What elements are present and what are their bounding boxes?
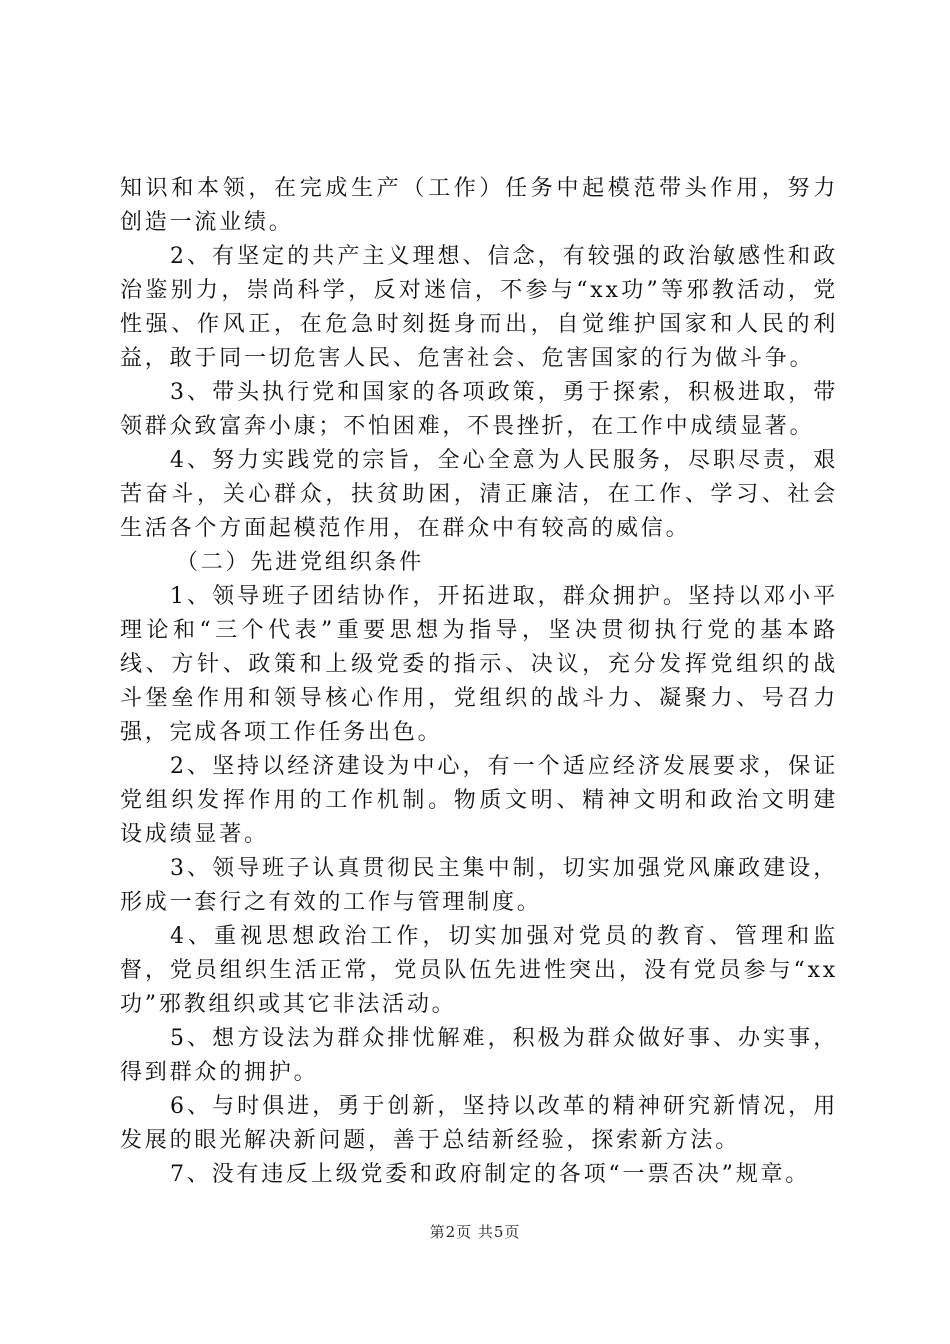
page-number-footer: 第2页 共5页 (429, 1223, 521, 1241)
paragraph-item-2: 2、有坚定的共产主义理想、信念，有较强的政治敏感性和政治鉴别力，崇尚科学，反对迷信，不参与“xx功”等邪教活动，党性强、作风正，在危急时刻挺身而出，自觉维护国家和人民的利益，敢于同一切危害人民、危害社会、危害国家的行为做斗争。 (120, 244, 838, 371)
paragraph-item-4: 4、努力实践党的宗旨，全心全意为人民服务，尽职尽责，艰苦奋斗，关心群众，扶贫助困，清正廉洁，在工作、学习、社会生活各个方面起模范作用，在群众中有较高的威信。 (120, 448, 838, 541)
paragraph-org-item-2: 2、坚持以经济建设为中心，有一个适应经济发展要求，保证党组织发挥作用的工作机制。物质文明、精神文明和政治文明建设成绩显著。 (120, 754, 838, 847)
paragraph-continuation: 知识和本领，在完成生产（工作）任务中起模范带头作用，努力创造一流业绩。 (120, 176, 838, 235)
paragraph-org-item-4: 4、重视思想政治工作，切实加强对党员的教育、管理和监督，党员组织生活正常，党员队伍先进性突出，没有党员参与“xx功”邪教组织或其它非法活动。 (120, 924, 838, 1017)
paragraph-item-3: 3、带头执行党和国家的各项政策，勇于探索，积极进取，带领群众致富奔小康；不怕困难，不畏挫折，在工作中成绩显著。 (120, 380, 838, 439)
section-heading: （二）先进党组织条件 (176, 550, 425, 575)
document-body (120, 172, 838, 1192)
paragraph-org-item-6: 6、与时俱进，勇于创新，坚持以改革的精神研究新情况，用发展的眼光解决新问题，善于总结新经验，探索新方法。 (120, 1094, 838, 1153)
paragraph-org-item-7: 7、没有违反上级党委和政府制定的各项“一票否决”规章。 (170, 1162, 811, 1187)
paragraph-org-item-1: 1、领导班子团结协作，开拓进取，群众拥护。坚持以邓小平理论和“三个代表”重要思想为指导，坚决贯彻执行党的基本路线、方针、政策和上级党委的指示、决议，充分发挥党组织的战斗堡垒作用和领导核心作用，党组织的战斗力、凝聚力、号召力强，完成各项工作任务出色。 (120, 584, 838, 745)
paragraph-org-item-3: 3、领导班子认真贯彻民主集中制，切实加强党风廉政建设，形成一套行之有效的工作与管理制度。 (120, 856, 838, 915)
paragraph-org-item-5: 5、想方设法为群众排忧解难，积极为群众做好事、办实事，得到群众的拥护。 (120, 1026, 838, 1085)
